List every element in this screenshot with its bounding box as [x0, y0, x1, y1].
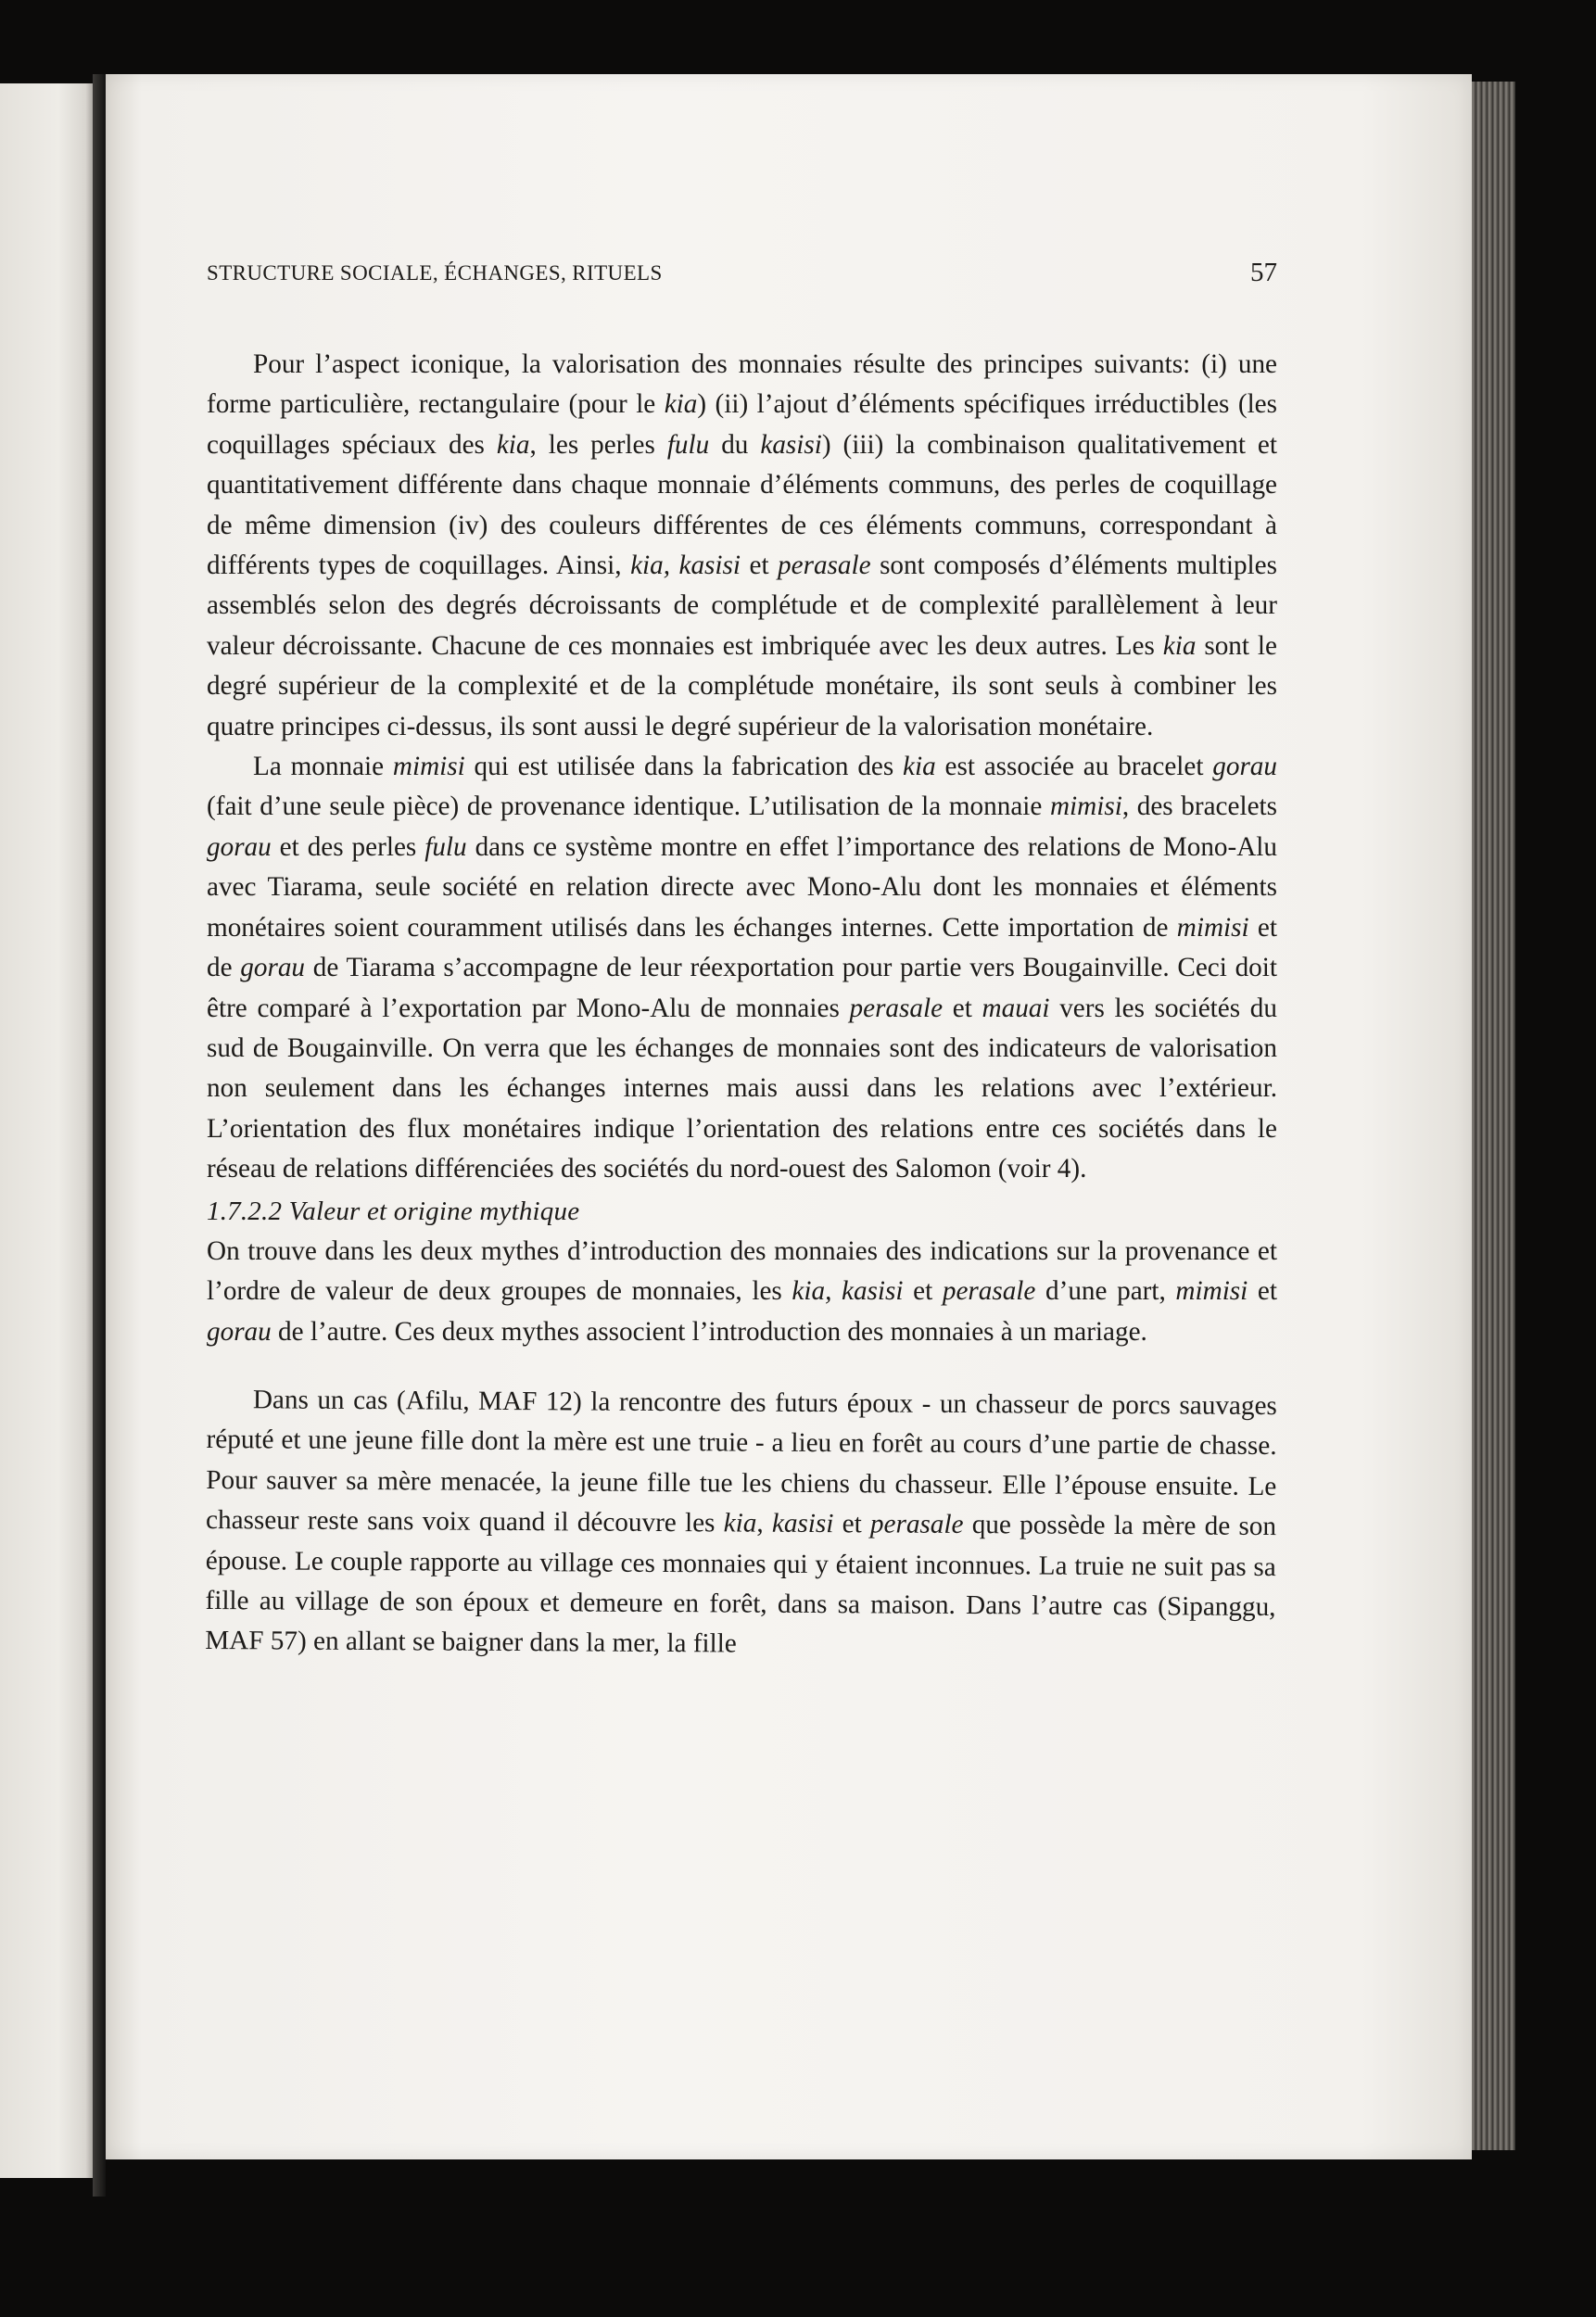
italic-term: kia, kasisi [792, 1276, 904, 1307]
text-run: qui est utilisée dans la fabrication des [464, 752, 904, 782]
text-run: et de [207, 912, 1277, 983]
text-run: , [756, 1509, 773, 1539]
italic-term: kia [496, 429, 530, 460]
text-run: et des perles [271, 831, 425, 862]
text-run: La monnaie [253, 752, 393, 782]
text-run: Pour l’aspect iconique, la valorisation des monnaies résulte des principes suivants: (i) une forme particulière, rectangulaire (pour le [207, 349, 1277, 420]
text-run: , les perles [529, 429, 667, 460]
italic-term: gorau [207, 1316, 272, 1347]
section-heading: 1.7.2.2 Valeur et origine mythique [207, 1196, 580, 1226]
italic-term: perasale [778, 551, 871, 581]
text-run: , des bracelets [1121, 791, 1277, 822]
italic-term: kasisi [771, 1509, 834, 1539]
italic-term: kia [903, 752, 936, 782]
text-run: que possède la mère de son épouse. Le couple rapporte au village ces monnaies qui y étaient inconnues. La truie ne suit pas sa fille au village de son époux et demeure en forêt, dans sa maison. Dans l’autre cas (Sipanggu, MAF 57) en allant se baigner dans la mer, la fille [205, 1510, 1277, 1660]
italic-term: kia [723, 1508, 757, 1539]
text-run: et [741, 551, 779, 581]
facing-page-edge [0, 83, 97, 2178]
italic-term: mimisi [1049, 791, 1122, 822]
italic-term: kasisi [760, 429, 822, 460]
text-run: est associée au bracelet [935, 752, 1213, 782]
body-text [207, 345, 1277, 1662]
text-run: et [833, 1509, 871, 1539]
book-gutter [93, 74, 106, 2197]
italic-term: mauai [982, 993, 1050, 1023]
text-run: On trouve dans les deux mythes d’introduction des monnaies des indications sur la provenance et l’ordre de valeur de deux groupes de monnaies, les [207, 1235, 1277, 1307]
running-head [207, 258, 1277, 295]
paragraph-gap [207, 1352, 1277, 1380]
text-run: sont composés d’éléments multiples assemblés selon des degrés décroissants de complétude et de complexité parallèlement à leur valeur décroissante. Chacune de ces monnaies est imbriquée avec les deux autres. Les [207, 551, 1277, 661]
italic-term: fulu [666, 429, 710, 460]
italic-term: perasale [849, 993, 944, 1023]
text-run: ) (ii) l’ajout d’éléments spécifiques irréductibles (les coquillages spéciaux des [207, 389, 1277, 460]
page-number: 57 [1250, 258, 1277, 287]
paragraph-iconic-aspect [207, 345, 1277, 747]
text-run: ) (iii) la combinaison qualitativement et quantitativement différente dans chaque monnaie d’éléments communs, des perles de coquillage de même dimension (iv) des couleurs différentes de ces éléments communs, correspondant à différents types de coquillages. Ainsi, [207, 429, 1277, 581]
italic-term: kia [1162, 630, 1197, 661]
text-run: dans ce système montre en effet l’importance des relations de Mono-Alu avec Tiarama, seule société en relation directe avec Mono-Alu dont les monnaies et éléments monétaires soient couramment utilisés dans les échanges internes. Cette importation de [207, 831, 1278, 943]
italic-term: mimisi [392, 752, 465, 782]
italic-term: kia [664, 389, 698, 420]
italic-term: gorau [207, 831, 272, 862]
paragraph-myths-intro [207, 1232, 1277, 1352]
text-run: et [903, 1276, 943, 1307]
italic-term: mimisi [1176, 912, 1249, 943]
italic-term: gorau [1212, 752, 1277, 782]
italic-term: gorau [240, 953, 306, 983]
italic-term: perasale [869, 1509, 964, 1540]
text-run: d’une part, [1035, 1276, 1176, 1307]
text-run: de l’autre. Ces deux mythes associent l’introduction des monnaies à un mariage. [271, 1316, 1147, 1347]
text-run: vers les sociétés du sud de Bougainville. On verra que les échanges de monnaies sont des indicateurs de valorisation non seulement dans les échanges internes mais aussi dans les relations avec l’extérieur. L’orientation des flux monétaires indique l’orientation des relations entre ces sociétés dans le réseau de relations différenciées des sociétés du nord-ouest des Salomon (voir 4). [207, 993, 1277, 1184]
text-run: et [943, 993, 982, 1023]
text-run: et [1248, 1276, 1277, 1307]
text-run: du [709, 429, 761, 460]
text-run: Dans un cas (Afilu, MAF 12) la rencontre des futurs époux - un chasseur de porcs sauvages réputé et une jeune fille dont la mère est une truie - a lieu en forêt au cours d’une partie de chasse. Pour sauver sa mère menacée, la jeune fille tue les chiens du chasseur. Elle l’épouse ensuite. Le chasseur reste sans voix quand il découvre les [205, 1385, 1277, 1538]
italic-term: kia, kasisi [630, 551, 741, 581]
italic-term: fulu [424, 831, 467, 862]
text-run: (fait d’une seule pièce) de provenance identique. L’utilisation de la monnaie [207, 791, 1050, 822]
paragraph-myth-afilu [205, 1380, 1277, 1668]
italic-term: perasale [942, 1276, 1036, 1307]
text-run: sont le degré supérieur de la complexité et de la complétude monétaire, ils sont seuls à combiner les quatre principes ci-dessus, ils sont aussi le degré supérieur de la valorisation monétaire. [207, 630, 1277, 741]
running-title: STRUCTURE SOCIALE, ÉCHANGES, RITUELS [207, 261, 663, 285]
text-run: de Tiarama s’accompagne de leur réexportation pour partie vers Bougainville. Ceci doit être comparé à l’exportation par Mono-Alu de monnaies [207, 953, 1277, 1023]
paragraph-mimisi [207, 747, 1277, 1189]
italic-term: mimisi [1175, 1276, 1248, 1307]
